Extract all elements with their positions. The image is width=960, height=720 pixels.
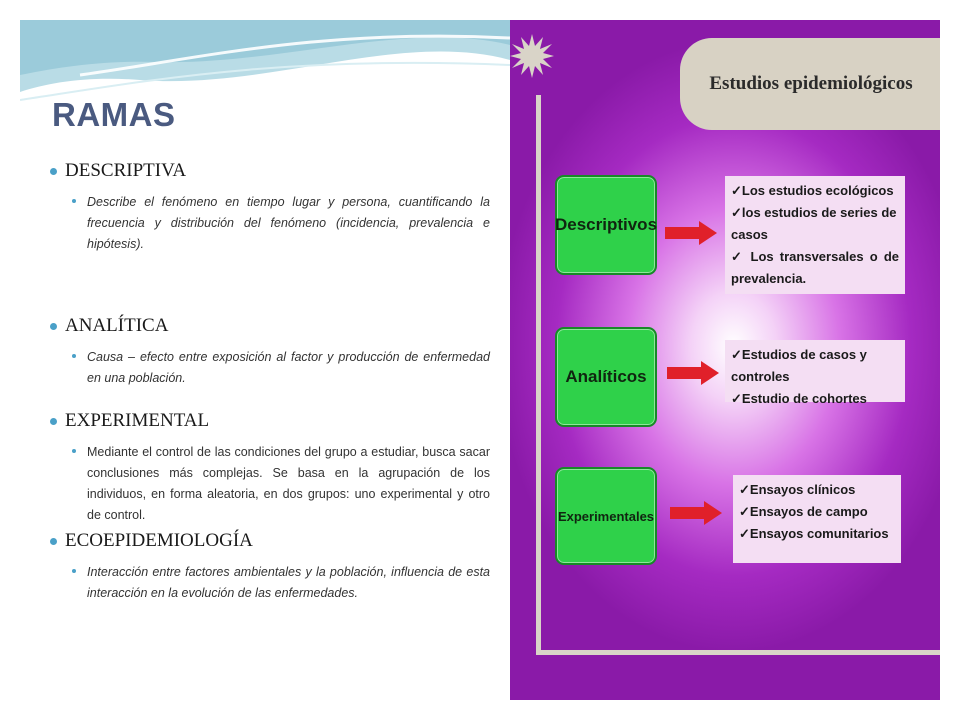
category-box-analiticos bbox=[555, 327, 657, 427]
category-box-experimentales bbox=[555, 467, 657, 565]
section-body bbox=[50, 442, 490, 526]
sub-bullet-icon bbox=[72, 199, 76, 203]
section-title: EXPERIMENTAL bbox=[65, 410, 210, 431]
section-heading bbox=[50, 410, 490, 432]
section-title: ECOEPIDEMIOLOGÍA bbox=[65, 530, 253, 551]
sub-bullet-icon bbox=[72, 569, 76, 573]
section-body bbox=[50, 192, 490, 255]
section-title: DESCRIPTIVA bbox=[65, 160, 187, 181]
diagram-title: Estudios epidemiológicos bbox=[709, 73, 913, 94]
category-label: Analíticos bbox=[565, 367, 647, 386]
arrow-right-icon bbox=[665, 220, 717, 246]
bullet-icon bbox=[50, 418, 57, 425]
section-text: Interacción entre factores ambientales y la población, influencia de esta interacción en la evolución de las enfermedades. bbox=[87, 565, 490, 600]
slide-title: RAMAS bbox=[52, 96, 176, 133]
list-item: ✓Ensayos clínicos bbox=[739, 482, 856, 497]
section-analitica bbox=[50, 315, 490, 389]
section-heading bbox=[50, 530, 490, 552]
section-ecoepidemiologia bbox=[50, 530, 490, 604]
right-slide bbox=[510, 20, 940, 700]
bullet-icon bbox=[50, 323, 57, 330]
category-box-descriptivos bbox=[555, 175, 657, 275]
frame-bar-horizontal bbox=[536, 650, 940, 655]
category-label: Descriptivos bbox=[554, 215, 658, 234]
frame-bar-vertical bbox=[536, 95, 541, 655]
title-box bbox=[680, 38, 940, 130]
left-slide bbox=[20, 20, 510, 700]
list-box-analiticos bbox=[725, 340, 905, 406]
list-item: ✓Los estudios ecológicos bbox=[731, 183, 894, 198]
section-body bbox=[50, 562, 490, 604]
section-text: Describe el fenómeno en tiempo lugar y persona, cuantificando la frecuencia y distribución del fenómeno (incidencia, prevalencia e hipótesis). bbox=[87, 195, 490, 251]
section-experimental bbox=[50, 410, 490, 526]
star-burst-icon bbox=[510, 34, 554, 78]
list-item: ✓Ensayos de campo bbox=[739, 504, 868, 519]
list-item: ✓Estudio de cohortes bbox=[731, 391, 867, 406]
list-item: prevalencia. bbox=[731, 271, 807, 286]
sub-bullet-icon bbox=[72, 354, 76, 358]
list-item: ✓los estudios de series de casos bbox=[731, 205, 897, 242]
list-item: ✓Estudios de casos y controles bbox=[731, 347, 867, 384]
section-text: Mediante el control de las condiciones del grupo a estudiar, busca sacar conclusiones más complejas. Se basa en la agrupación de los individuos, en forma aleatoria, en dos grupos: uno experimental y otro de control. bbox=[87, 445, 490, 522]
list-item: ✓ Los transversales o de bbox=[731, 249, 899, 264]
section-descriptiva bbox=[50, 160, 490, 255]
section-heading bbox=[50, 160, 490, 182]
list-box-experimentales bbox=[733, 475, 901, 563]
list-box-descriptivos bbox=[725, 176, 905, 294]
bullet-icon bbox=[50, 168, 57, 175]
section-title: ANALÍTICA bbox=[65, 315, 169, 336]
section-text: Causa – efecto entre exposición al factor y producción de enfermedad en una población. bbox=[87, 350, 490, 385]
section-heading bbox=[50, 315, 490, 337]
bullet-icon bbox=[50, 538, 57, 545]
sub-bullet-icon bbox=[72, 449, 76, 453]
arrow-right-icon bbox=[670, 500, 722, 526]
section-body bbox=[50, 347, 490, 389]
category-label: Experimentales bbox=[557, 508, 655, 524]
list-item: ✓Ensayos comunitarios bbox=[739, 526, 889, 541]
arrow-right-icon bbox=[667, 360, 719, 386]
